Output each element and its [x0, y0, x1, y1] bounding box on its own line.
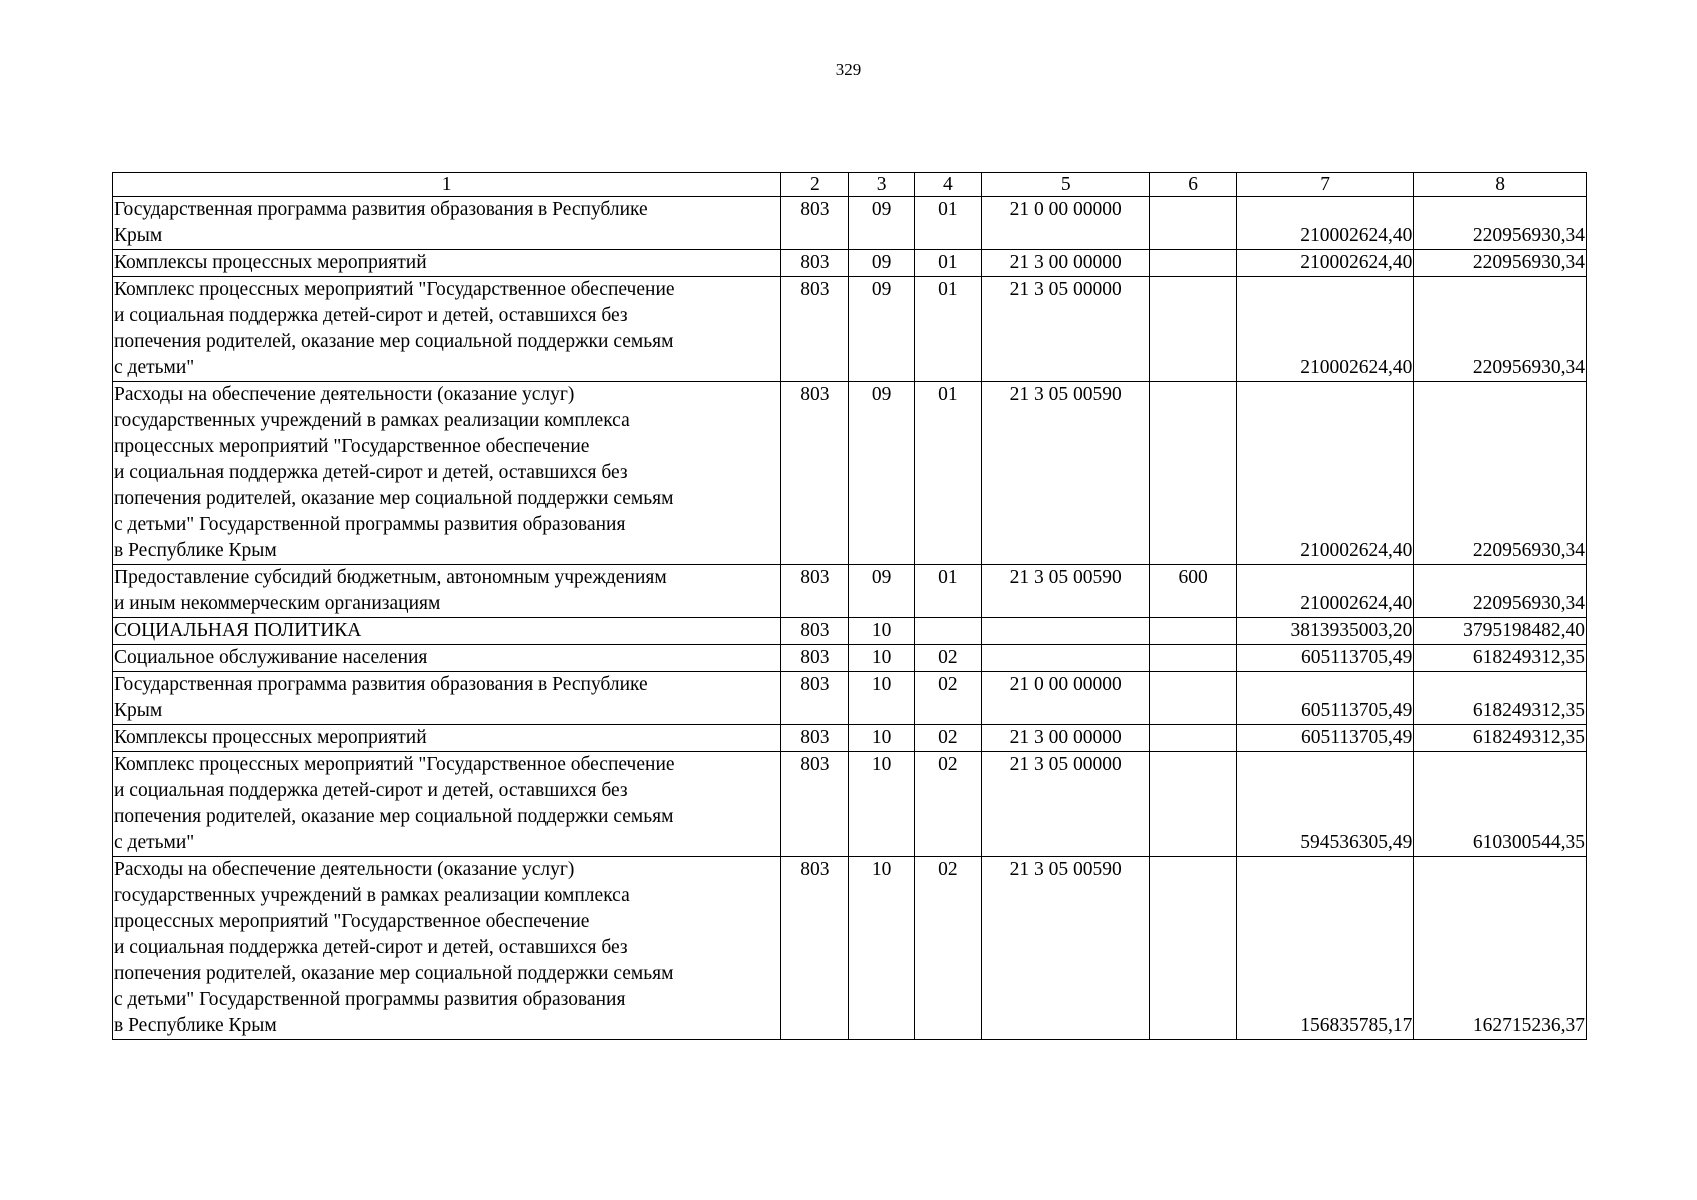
section-cell: 10 — [849, 645, 914, 672]
expense-type-cell — [1150, 645, 1236, 672]
amount-cell: 210002624,40 — [1236, 197, 1414, 250]
column-header: 4 — [914, 173, 981, 197]
subsection-cell: 02 — [914, 752, 981, 857]
amount-cell: 3795198482,40 — [1414, 618, 1587, 645]
code-cell: 803 — [781, 250, 849, 277]
expense-type-cell — [1150, 197, 1236, 250]
subsection-cell: 01 — [914, 250, 981, 277]
item-name-cell: Комплексы процессных мероприятий — [113, 725, 781, 752]
amount-cell: 220956930,34 — [1414, 382, 1587, 565]
code-cell: 803 — [781, 565, 849, 618]
expense-type-cell — [1150, 725, 1236, 752]
target-article-cell: 21 3 05 00590 — [981, 857, 1150, 1040]
section-cell: 10 — [849, 672, 914, 725]
amount-cell: 618249312,35 — [1414, 672, 1587, 725]
amount-cell: 605113705,49 — [1236, 725, 1414, 752]
table-header-row — [113, 173, 1587, 197]
item-name-cell: Предоставление субсидий бюджетным, автономным учреждениям и иным некоммерческим организациям — [113, 565, 781, 618]
code-cell: 803 — [781, 725, 849, 752]
item-name-cell: Комплекс процессных мероприятий "Государственное обеспечение и социальная поддержка детей-сирот и детей, оставшихся без попечения родителей, оказание мер социальной поддержки семьям с детьми" — [113, 752, 781, 857]
target-article-cell: 21 3 05 00000 — [981, 752, 1150, 857]
amount-cell: 605113705,49 — [1236, 672, 1414, 725]
table-row — [113, 672, 1587, 725]
table-row — [113, 250, 1587, 277]
item-name-cell: Государственная программа развития образования в Республике Крым — [113, 672, 781, 725]
subsection-cell: 01 — [914, 565, 981, 618]
subsection-cell: 01 — [914, 382, 981, 565]
code-cell: 803 — [781, 277, 849, 382]
amount-cell: 618249312,35 — [1414, 645, 1587, 672]
item-name-cell: Расходы на обеспечение деятельности (оказание услуг) государственных учреждений в рамках реализации комплекса процессных мероприятий "Государственное обеспечение и социальная поддержка детей-сирот и детей, оставшихся без попечения родителей, оказание мер социальной поддержки семьям с детьми" Государственной программы развития образования в Республике Крым — [113, 857, 781, 1040]
amount-cell: 605113705,49 — [1236, 645, 1414, 672]
item-name-cell: Социальное обслуживание населения — [113, 645, 781, 672]
amount-cell: 210002624,40 — [1236, 382, 1414, 565]
section-cell: 09 — [849, 277, 914, 382]
table-row — [113, 382, 1587, 565]
expense-type-cell — [1150, 618, 1236, 645]
amount-cell: 162715236,37 — [1414, 857, 1587, 1040]
target-article-cell: 21 3 05 00000 — [981, 277, 1150, 382]
item-name-cell: Расходы на обеспечение деятельности (оказание услуг) государственных учреждений в рамках реализации комплекса процессных мероприятий "Государственное обеспечение и социальная поддержка детей-сирот и детей, оставшихся без попечения родителей, оказание мер социальной поддержки семьям с детьми" Государственной программы развития образования в Республике Крым — [113, 382, 781, 565]
amount-cell: 210002624,40 — [1236, 565, 1414, 618]
expense-type-cell — [1150, 752, 1236, 857]
section-cell: 09 — [849, 565, 914, 618]
subsection-cell: 02 — [914, 857, 981, 1040]
code-cell: 803 — [781, 672, 849, 725]
subsection-cell: 01 — [914, 197, 981, 250]
section-cell: 09 — [849, 382, 914, 565]
section-cell: 09 — [849, 250, 914, 277]
amount-cell: 594536305,49 — [1236, 752, 1414, 857]
budget-table — [112, 172, 1587, 1040]
column-header: 6 — [1150, 173, 1236, 197]
amount-cell: 610300544,35 — [1414, 752, 1587, 857]
amount-cell: 618249312,35 — [1414, 725, 1587, 752]
amount-cell: 156835785,17 — [1236, 857, 1414, 1040]
expense-type-cell — [1150, 382, 1236, 565]
table-row — [113, 725, 1587, 752]
subsection-cell — [914, 618, 981, 645]
table-row — [113, 197, 1587, 250]
target-article-cell — [981, 645, 1150, 672]
table-row — [113, 645, 1587, 672]
target-article-cell: 21 3 00 00000 — [981, 250, 1150, 277]
amount-cell: 210002624,40 — [1236, 277, 1414, 382]
amount-cell: 220956930,34 — [1414, 197, 1587, 250]
column-header: 3 — [849, 173, 914, 197]
amount-cell: 220956930,34 — [1414, 277, 1587, 382]
expense-type-cell — [1150, 672, 1236, 725]
expense-type-cell — [1150, 277, 1236, 382]
amount-cell: 210002624,40 — [1236, 250, 1414, 277]
section-cell: 09 — [849, 197, 914, 250]
code-cell: 803 — [781, 197, 849, 250]
section-cell: 10 — [849, 618, 914, 645]
code-cell: 803 — [781, 382, 849, 565]
table-row — [113, 618, 1587, 645]
table-row — [113, 857, 1587, 1040]
table-row — [113, 752, 1587, 857]
subsection-cell: 01 — [914, 277, 981, 382]
target-article-cell: 21 3 05 00590 — [981, 565, 1150, 618]
column-header: 2 — [781, 173, 849, 197]
section-cell: 10 — [849, 857, 914, 1040]
expense-type-cell — [1150, 857, 1236, 1040]
target-article-cell: 21 3 00 00000 — [981, 725, 1150, 752]
column-header: 1 — [113, 173, 781, 197]
subsection-cell: 02 — [914, 725, 981, 752]
table-row — [113, 277, 1587, 382]
target-article-cell: 21 0 00 00000 — [981, 197, 1150, 250]
section-cell: 10 — [849, 725, 914, 752]
column-header: 7 — [1236, 173, 1414, 197]
table-row — [113, 565, 1587, 618]
item-name-cell: Комплекс процессных мероприятий "Государственное обеспечение и социальная поддержка детей-сирот и детей, оставшихся без попечения родителей, оказание мер социальной поддержки семьям с детьми" — [113, 277, 781, 382]
amount-cell: 220956930,34 — [1414, 565, 1587, 618]
code-cell: 803 — [781, 857, 849, 1040]
item-name-cell: СОЦИАЛЬНАЯ ПОЛИТИКА — [113, 618, 781, 645]
column-header: 8 — [1414, 173, 1587, 197]
column-header: 5 — [981, 173, 1150, 197]
amount-cell: 3813935003,20 — [1236, 618, 1414, 645]
target-article-cell: 21 0 00 00000 — [981, 672, 1150, 725]
amount-cell: 220956930,34 — [1414, 250, 1587, 277]
expense-type-cell: 600 — [1150, 565, 1236, 618]
page-number: 329 — [835, 60, 862, 79]
item-name-cell: Государственная программа развития образования в Республике Крым — [113, 197, 781, 250]
code-cell: 803 — [781, 752, 849, 857]
target-article-cell: 21 3 05 00590 — [981, 382, 1150, 565]
subsection-cell: 02 — [914, 645, 981, 672]
item-name-cell: Комплексы процессных мероприятий — [113, 250, 781, 277]
code-cell: 803 — [781, 645, 849, 672]
subsection-cell: 02 — [914, 672, 981, 725]
expense-type-cell — [1150, 250, 1236, 277]
code-cell: 803 — [781, 618, 849, 645]
section-cell: 10 — [849, 752, 914, 857]
target-article-cell — [981, 618, 1150, 645]
